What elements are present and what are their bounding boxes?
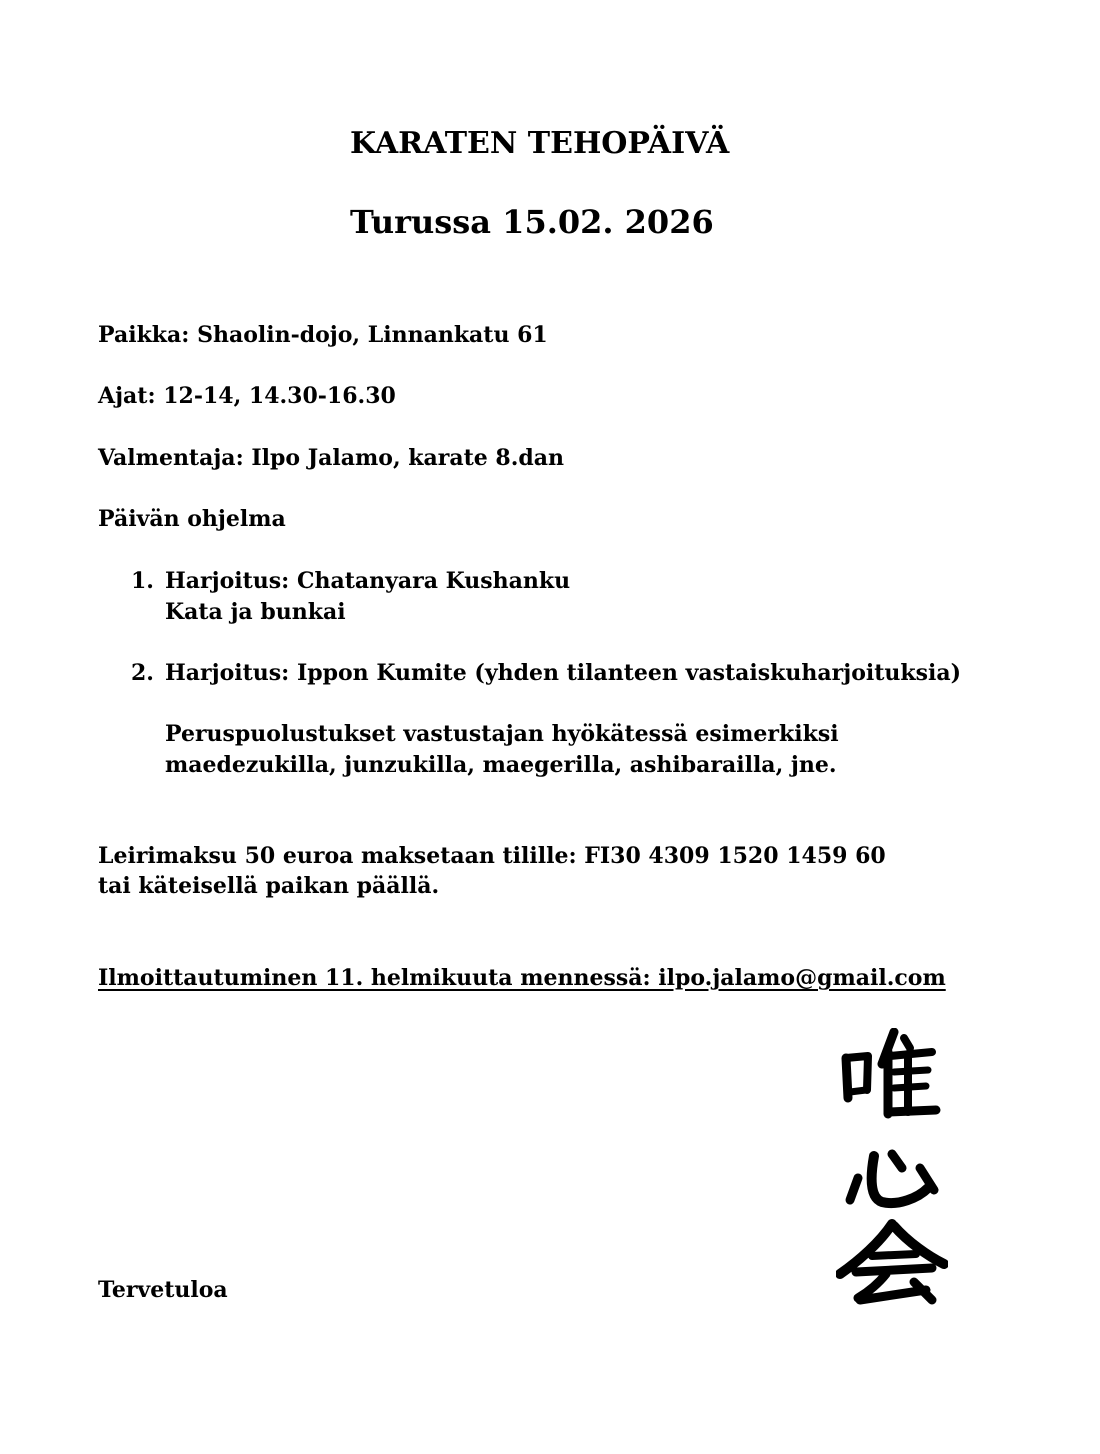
program-item-2-number: 2.	[131, 660, 154, 686]
calligraphy-seal-icon	[836, 1028, 948, 1308]
program-item-2-title: Harjoitus: Ippon Kumite (yhden tilanteen vastaiskuharjoituksia)	[165, 660, 962, 686]
coach-line: Valmentaja: Ilpo Jalamo, karate 8.dan	[98, 445, 565, 471]
fee-line-2: tai käteisellä paikan päällä.	[98, 873, 440, 899]
times-line: Ajat: 12-14, 14.30-16.30	[98, 383, 396, 409]
program-item-1-title: Harjoitus: Chatanyara Kushanku	[165, 568, 571, 594]
registration-line: Ilmoittautuminen 11. helmikuuta mennessä: ilpo.jalamo@gmail.com	[98, 965, 946, 991]
program-item-1-number: 1.	[131, 568, 154, 594]
program-heading: Päivän ohjelma	[98, 506, 286, 532]
fee-line-1: Leirimaksu 50 euroa maksetaan tilille: FI30 4309 1520 1459 60	[98, 843, 886, 869]
page-subtitle: Turussa 15.02. 2026	[350, 203, 714, 241]
program-item-1-detail: Kata ja bunkai	[165, 599, 346, 625]
place-line: Paikka: Shaolin-dojo, Linnankatu 61	[98, 322, 548, 348]
closing-line: Tervetuloa	[98, 1277, 228, 1303]
program-item-2-detail-2: maedezukilla, junzukilla, maegerilla, ashibarailla, jne.	[165, 752, 837, 778]
program-item-2-detail: Peruspuolustukset vastustajan hyökätessä esimerkiksi	[165, 721, 839, 747]
page-title: KARATEN TEHOPÄIVÄ	[350, 126, 730, 161]
